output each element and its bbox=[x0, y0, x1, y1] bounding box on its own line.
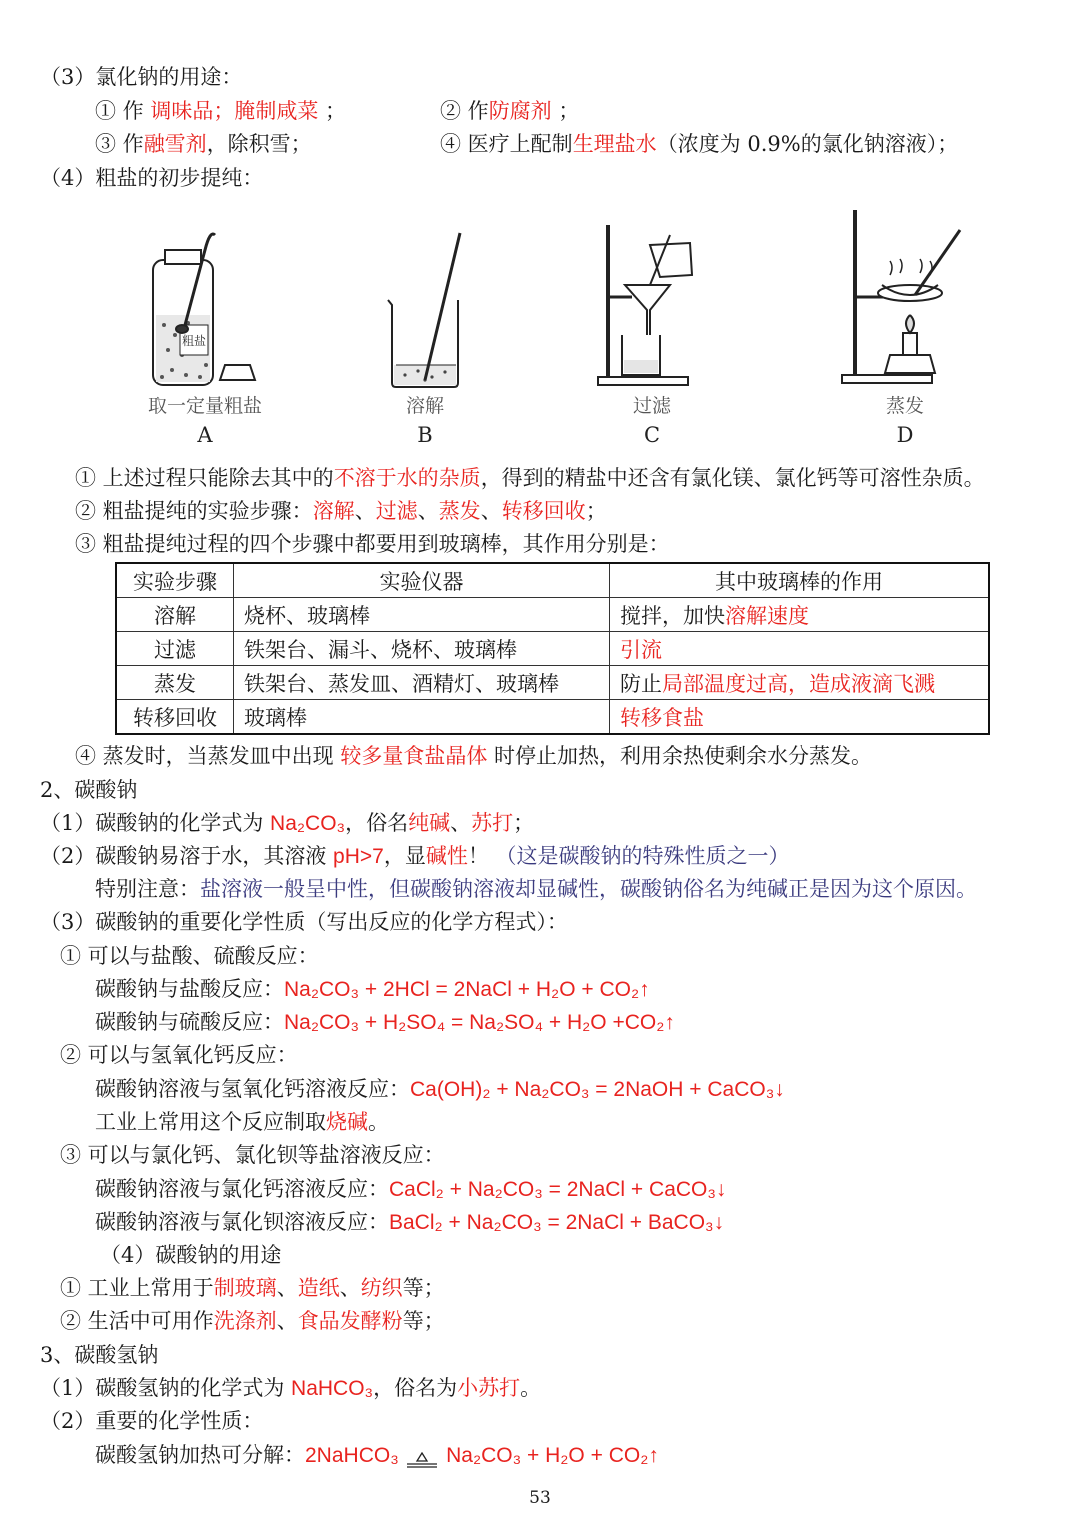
figure-letter-c: C bbox=[643, 423, 661, 447]
table-header-cell: 其中玻璃棒的作用 bbox=[610, 563, 990, 598]
figure-caption-c: 过滤 bbox=[632, 395, 671, 417]
jar-label: 粗盐 bbox=[181, 334, 207, 348]
na2co3-formula-line: （1）碳酸钠的化学式为 Na₂CO₃，俗名纯碱、苏打； bbox=[40, 811, 535, 835]
purification-note-3: ③ 粗盐提纯过程的四个步骤中都要用到玻璃棒，其作用分别是： bbox=[75, 532, 670, 556]
table-header-cell: 实验仪器 bbox=[234, 563, 610, 598]
table-cell-role: 搅拌，加快溶解速度 bbox=[610, 598, 990, 632]
na2co3-properties-title: （3）碳酸钠的重要化学性质（写出反应的化学方程式）： bbox=[40, 910, 568, 934]
table-cell-step: 溶解 bbox=[116, 598, 234, 632]
na2co3-uses-title: （4）碳酸钠的用途 bbox=[100, 1243, 282, 1267]
table-cell-role: 转移食盐 bbox=[610, 700, 990, 735]
table-row bbox=[116, 666, 989, 700]
table-row bbox=[116, 598, 989, 632]
na2co3-solubility-line: （2）碳酸钠易溶于水，其溶液 pH>7，显碱性！ （这是碳酸钠的特殊性质之一） bbox=[40, 844, 790, 868]
section-nacl-uses-title: （3）氯化钠的用途： bbox=[40, 65, 243, 89]
equation-decomposition: 碳酸氢钠加热可分解：2NaHCO₃ Na₂CO₃ + H₂O + CO₂↑ bbox=[95, 1443, 659, 1467]
heat-symbol-icon bbox=[405, 1448, 439, 1466]
nacl-use-1: ① 作 调味品；腌制咸菜 ； bbox=[95, 99, 347, 123]
na2co3-use-2: ② 生活中可用作洗涤剂、食品发酵粉等； bbox=[60, 1309, 445, 1333]
jar-apparatus bbox=[153, 234, 255, 385]
na2co3-special-note: 特别注意：盐溶液一般呈中性，但碳酸钠溶液却显碱性，碳酸钠俗名为纯碱正是因为这个原因。 bbox=[95, 877, 977, 901]
na2co3-prop-1: ① 可以与盐酸、硫酸反应： bbox=[60, 944, 319, 968]
beaker-apparatus bbox=[388, 233, 460, 387]
table-cell-step: 过滤 bbox=[116, 632, 234, 666]
nahco3-formula-line: （1）碳酸氢钠的化学式为 NaHCO₃，俗名为小苏打。 bbox=[40, 1376, 542, 1400]
nacl-use-3: ③ 作融雪剂，除积雪； bbox=[95, 132, 312, 156]
table-row bbox=[116, 632, 989, 666]
figure-caption-a: 取一定量粗盐 bbox=[147, 395, 262, 417]
figure-caption-d: 蒸发 bbox=[885, 395, 924, 417]
table-cell-step: 蒸发 bbox=[116, 666, 234, 700]
nacl-use-4: ④ 医疗上配制生理盐水（浓度为 0.9%的氯化钠溶液）； bbox=[440, 132, 959, 156]
na2co3-use-1: ① 工业上常用于制玻璃、造纸、纺织等； bbox=[60, 1276, 445, 1300]
table-cell-tools: 玻璃棒 bbox=[234, 700, 610, 735]
evaporation-apparatus bbox=[842, 210, 960, 383]
page-number: 53 bbox=[529, 1488, 551, 1508]
equation-cacl2: 碳酸钠溶液与氯化钙溶液反应：CaCl₂ + Na₂CO₃ = 2NaCl + CaCO₃↓ bbox=[95, 1177, 727, 1201]
equation-h2so4: 碳酸钠与硫酸反应：Na₂CO₃ + H₂SO₄ = Na₂SO₄ + H₂O +CO₂↑ bbox=[95, 1010, 675, 1034]
purification-note-2: ② 粗盐提纯的实验步骤：溶解、过滤、蒸发、转移回收； bbox=[75, 499, 607, 523]
purification-note-1: ① 上述过程只能除去其中的不溶于水的杂质，得到的精盐中还含有氯化镁、氯化钙等可溶性杂质。 bbox=[75, 466, 985, 490]
na2co3-prop-2: ② 可以与氢氧化钙反应： bbox=[60, 1043, 298, 1067]
table-cell-role: 防止局部温度过高，造成液滴飞溅 bbox=[610, 666, 990, 700]
table-cell-tools: 烧杯、玻璃棒 bbox=[234, 598, 610, 632]
table-row bbox=[116, 700, 989, 735]
caustic-soda-note: 工业上常用这个反应制取烧碱。 bbox=[95, 1110, 389, 1134]
nacl-use-2: ② 作防腐剂 ； bbox=[440, 99, 580, 123]
section-purification-title: （4）粗盐的初步提纯： bbox=[40, 166, 264, 190]
figure-letter-b: B bbox=[417, 423, 433, 447]
section-sodium-carbonate-title: 2、碳酸钠 bbox=[40, 778, 138, 802]
na2co3-prop-3: ③ 可以与氯化钙、氯化钡等盐溶液反应： bbox=[60, 1143, 445, 1167]
figure-caption-b: 溶解 bbox=[405, 395, 444, 417]
table-header-row bbox=[116, 563, 989, 598]
equation-bacl2: 碳酸钠溶液与氯化钡溶液反应：BaCl₂ + Na₂CO₃ = 2NaCl + BaCO₃↓ bbox=[95, 1210, 725, 1234]
table-cell-tools: 铁架台、漏斗、烧杯、玻璃棒 bbox=[234, 632, 610, 666]
section-sodium-bicarbonate-title: 3、碳酸氢钠 bbox=[40, 1343, 159, 1367]
table-cell-tools: 铁架台、蒸发皿、酒精灯、玻璃棒 bbox=[234, 666, 610, 700]
table-header-cell: 实验步骤 bbox=[116, 563, 234, 598]
purification-note-4: ④ 蒸发时，当蒸发皿中出现 较多量食盐晶体 时停止加热，利用余热使剩余水分蒸发。 bbox=[75, 744, 873, 768]
table-cell-step: 转移回收 bbox=[116, 700, 234, 735]
equation-caoh2: 碳酸钠溶液与氢氧化钙溶液反应：Ca(OH)₂ + Na₂CO₃ = 2NaOH + CaCO₃↓ bbox=[95, 1077, 785, 1101]
nahco3-properties-title: （2）重要的化学性质： bbox=[40, 1409, 264, 1433]
figure-letter-a: A bbox=[197, 423, 213, 447]
table-cell-role: 引流 bbox=[610, 632, 990, 666]
equation-hcl: 碳酸钠与盐酸反应：Na₂CO₃ + 2HCl = 2NaCl + H₂O + CO₂↑ bbox=[95, 977, 650, 1001]
filtration-apparatus bbox=[598, 225, 692, 385]
figure-letter-d: D bbox=[896, 423, 914, 447]
apparatus-figure bbox=[120, 205, 980, 455]
purification-steps-table bbox=[115, 562, 990, 735]
